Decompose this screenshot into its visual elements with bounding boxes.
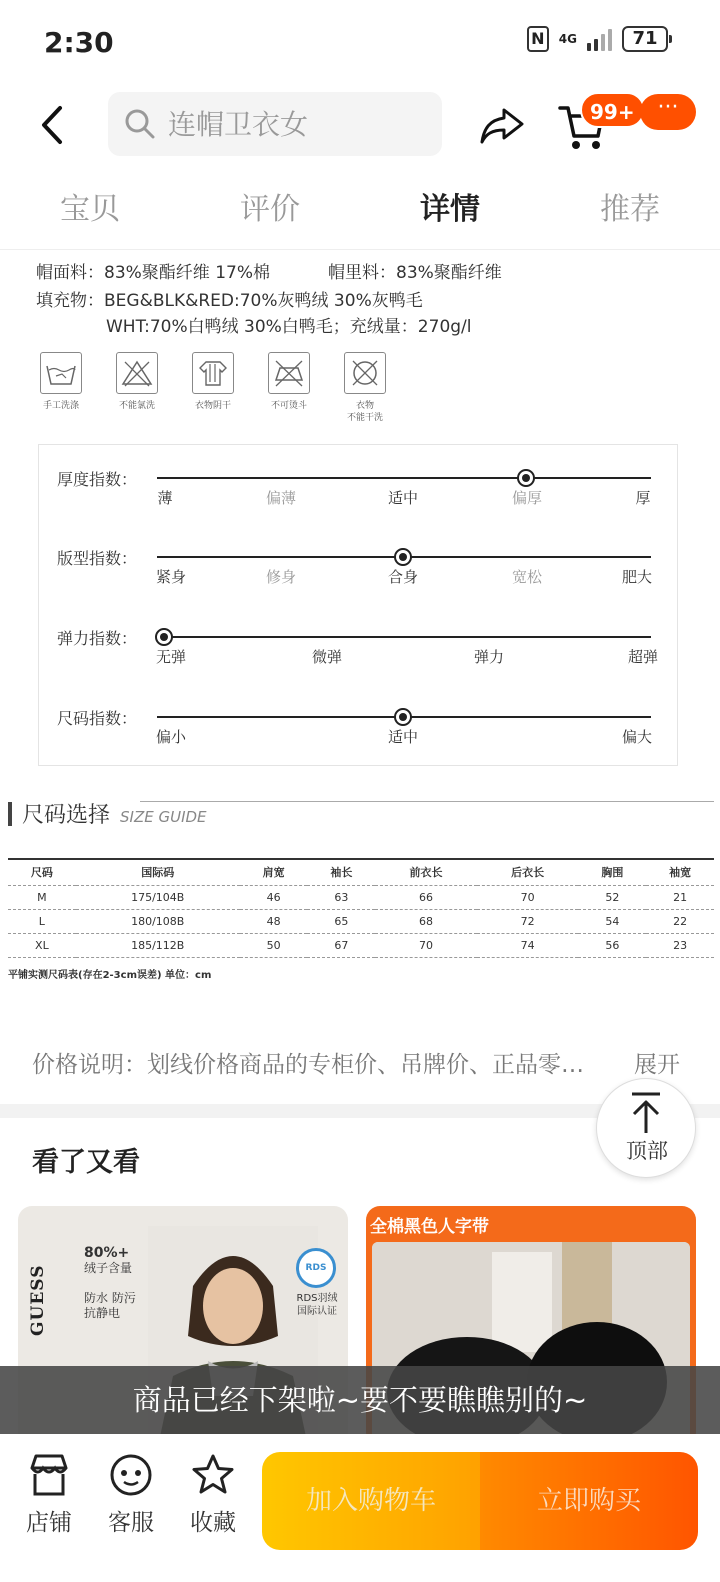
index-tick: 薄 [157, 489, 173, 507]
feature-text: 抗静电 [84, 1306, 121, 1320]
back-icon[interactable] [36, 102, 66, 148]
tab-item[interactable]: 宝贝 [60, 192, 120, 227]
index-tick: 紧身 [155, 568, 187, 586]
toast-message: 商品已经下架啦~要不要瞧瞧别的~ [0, 1366, 720, 1434]
index-tick: 无弹 [155, 648, 187, 666]
card-features [84, 1246, 136, 1321]
column-header: 胸围 [578, 859, 646, 885]
index-tick: 宽松 [511, 568, 543, 586]
material-filling-white: WHT:70%白鸭绒 30%白鸭毛；充绒量：270g/l [106, 317, 472, 337]
detail-image [0, 250, 720, 1030]
star-icon [190, 1452, 236, 1498]
price-note-text: 价格说明：划线价格商品的专柜价、吊牌价、正品零… [32, 1052, 584, 1078]
shade-dry-icon [192, 352, 234, 394]
care-item [112, 352, 162, 424]
care-item [340, 352, 390, 424]
material-shell: 帽面料：83%聚酯纤维 17%棉 [36, 263, 270, 283]
table-cell: 180/108B [76, 909, 240, 933]
table-cell: 67 [307, 933, 375, 957]
card-tag: 全棉黑色人字带 [370, 1217, 489, 1237]
favorite-button[interactable] [178, 1452, 248, 1537]
battery-icon: 71 [622, 26, 668, 52]
table-cell: 74 [477, 933, 579, 957]
elasticity-index [39, 629, 679, 696]
detail-tabs [0, 170, 720, 250]
size-guide-heading [8, 798, 207, 829]
index-tick: 厚 [635, 489, 651, 507]
care-label: 不能氯洗 [118, 401, 155, 411]
nfc-icon: N [527, 26, 549, 52]
tab-details[interactable]: 详情 [420, 192, 480, 227]
service-label: 客服 [108, 1510, 154, 1536]
service-button[interactable] [96, 1452, 166, 1537]
table-cell: 22 [646, 909, 714, 933]
table-cell: 63 [307, 885, 375, 909]
table-row [8, 885, 714, 909]
status-time: 2:30 [44, 26, 114, 59]
search-bar[interactable] [108, 92, 442, 156]
index-marker [155, 628, 173, 646]
index-label: 版型指数： [57, 549, 138, 568]
thickness-index [39, 470, 679, 537]
table-cell: 23 [646, 933, 714, 957]
arrow-up-icon [626, 1091, 666, 1135]
cart-badge: 99+ [580, 92, 645, 128]
table-cell: M [8, 885, 76, 909]
expand-link[interactable]: 展开 [634, 1052, 680, 1078]
table-cell: 48 [240, 909, 308, 933]
material-lining: 帽里料：83%聚酯纤维 [328, 263, 502, 283]
size-index [39, 709, 679, 776]
buy-now-button[interactable]: 立即购买 [480, 1452, 698, 1550]
care-item [188, 352, 238, 424]
no-iron-icon [268, 352, 310, 394]
index-tick: 超弹 [627, 648, 659, 666]
index-marker [517, 469, 535, 487]
rds-badge: RDS [296, 1248, 336, 1288]
divider [140, 801, 714, 802]
table-cell: 56 [578, 933, 646, 957]
table-cell: 68 [375, 909, 477, 933]
table-row [8, 909, 714, 933]
top-nav [0, 82, 720, 170]
table-cell: 185/112B [76, 933, 240, 957]
table-cell: XL [8, 933, 76, 957]
table-cell: 175/104B [76, 885, 240, 909]
care-item [264, 352, 314, 424]
material-filling: 填充物：BEG&BLK&RED:70%灰鸭绒 30%灰鸭毛 [36, 291, 423, 311]
care-label: 手工洗涤 [42, 401, 79, 411]
table-cell: 50 [240, 933, 308, 957]
index-label: 弹力指数： [57, 629, 138, 648]
index-chart [38, 444, 678, 766]
table-cell: 54 [578, 909, 646, 933]
share-icon[interactable] [478, 102, 526, 150]
no-dry-clean-icon [344, 352, 386, 394]
index-tick: 偏厚 [511, 489, 543, 507]
index-track [157, 636, 651, 638]
index-marker [394, 708, 412, 726]
care-label: 不可烫斗 [270, 401, 307, 411]
column-header: 前衣长 [375, 859, 477, 885]
table-cell: 66 [375, 885, 477, 909]
index-track [157, 477, 651, 479]
table-cell: 52 [578, 885, 646, 909]
column-header: 肩宽 [240, 859, 308, 885]
heading-bar [8, 802, 12, 826]
index-label: 厚度指数： [57, 470, 138, 489]
index-tick: 弹力 [473, 648, 505, 666]
table-cell: 21 [646, 885, 714, 909]
column-header: 袖宽 [646, 859, 714, 885]
signal-icon [587, 27, 612, 51]
shop-icon [26, 1452, 72, 1498]
shop-label: 店铺 [26, 1510, 72, 1536]
index-tick: 微弹 [311, 648, 343, 666]
status-icons [527, 26, 668, 52]
index-tick: 合身 [387, 568, 419, 586]
back-to-top-label: 顶部 [626, 1139, 668, 1163]
column-header: 国际码 [76, 859, 240, 885]
tab-reviews[interactable]: 评价 [240, 192, 300, 227]
feature-text: 防水 防污 [84, 1291, 136, 1305]
add-to-cart-button[interactable]: 加入购物车 [262, 1452, 480, 1550]
table-cell: 65 [307, 909, 375, 933]
network-label: 4G [558, 32, 577, 46]
column-header: 尺码 [8, 859, 76, 885]
rds-label: RDS羽绒 国际认证 [296, 1293, 338, 1317]
table-cell: 70 [375, 933, 477, 957]
care-item [36, 352, 86, 424]
bottom-action-bar [0, 1434, 720, 1582]
table-cell: 70 [477, 885, 579, 909]
fit-index [39, 549, 679, 616]
brand-label: GUESS [28, 1264, 48, 1336]
table-row [8, 933, 714, 957]
favorite-label: 收藏 [190, 1510, 236, 1536]
search-input[interactable] [168, 100, 428, 148]
table-header-row [8, 859, 714, 885]
feature-percent: 80%+ [84, 1245, 130, 1261]
feature-text: 绒子含量 [84, 1261, 133, 1275]
table-cell: 46 [240, 885, 308, 909]
index-tick: 修身 [265, 568, 297, 586]
size-table-note: 平铺实测尺码表(存在2-3cm误差) 单位：cm [8, 970, 212, 981]
search-icon [124, 108, 156, 140]
index-label: 尺码指数： [57, 709, 138, 728]
hand-wash-icon [40, 352, 82, 394]
index-tick: 适中 [387, 728, 419, 746]
index-marker [394, 548, 412, 566]
index-tick: 偏大 [621, 728, 653, 746]
shop-button[interactable] [14, 1452, 84, 1537]
back-to-top-button[interactable] [596, 1078, 696, 1178]
size-guide-title: 尺码选择 [22, 803, 111, 828]
column-header: 袖长 [307, 859, 375, 885]
index-tick: 偏薄 [265, 489, 297, 507]
size-guide-subtitle: SIZE GUIDE [120, 808, 207, 826]
care-label: 衣物 不能干洗 [346, 401, 383, 423]
size-table [8, 858, 714, 958]
customer-service-icon [108, 1452, 154, 1498]
table-cell: 72 [477, 909, 579, 933]
status-bar [0, 0, 720, 82]
care-label: 衣物阴干 [194, 401, 231, 411]
column-header: 后衣长 [477, 859, 579, 885]
index-tick: 适中 [387, 489, 419, 507]
recommendations-title: 看了又看 [32, 1147, 140, 1178]
table-cell: L [8, 909, 76, 933]
no-bleach-icon [116, 352, 158, 394]
more-menu-button[interactable]: ··· [640, 94, 696, 130]
tab-recommend[interactable]: 推荐 [600, 192, 660, 227]
index-tick: 肥大 [621, 568, 653, 586]
index-tick: 偏小 [155, 728, 187, 746]
care-icons [36, 352, 390, 424]
